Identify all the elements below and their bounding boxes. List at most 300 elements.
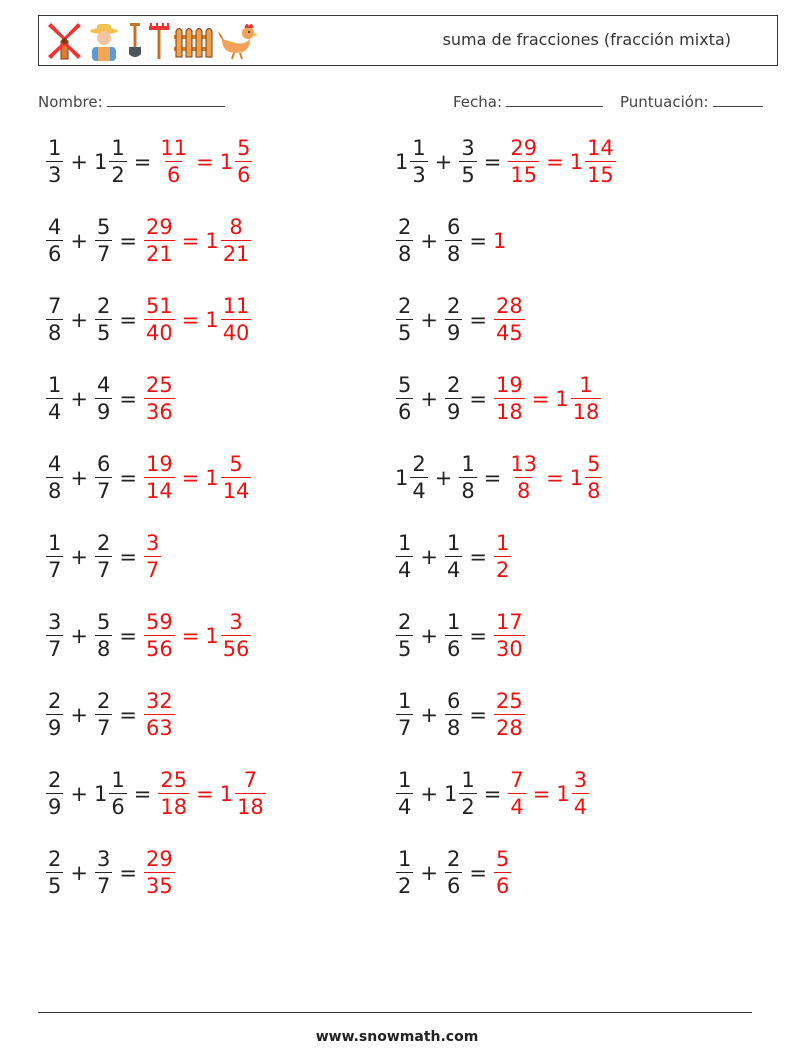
mixed-answer-numerator: 3	[573, 768, 588, 792]
mixed-answer-fraction	[221, 296, 252, 344]
addend-1-fraction	[396, 849, 413, 897]
equals-sign: =	[469, 545, 487, 569]
answer-numerator: 19	[145, 452, 173, 476]
answer-equals-sign: =	[532, 782, 551, 806]
answer	[493, 229, 507, 253]
equals-sign: =	[119, 466, 137, 490]
problem-item	[45, 685, 176, 745]
answer-numerator: 29	[510, 136, 538, 160]
score-label: Puntuación:	[620, 93, 709, 111]
addend-1-fraction	[396, 691, 413, 739]
addend-2-denominator: 2	[111, 163, 125, 187]
answer	[143, 849, 176, 897]
equals-sign: =	[119, 545, 137, 569]
addend-2-denominator: 7	[96, 479, 111, 503]
equals-sign: =	[469, 861, 487, 885]
addend-1-numerator: 2	[48, 847, 62, 871]
answer-numerator: 13	[510, 452, 538, 476]
addend-2-denominator: 7	[96, 874, 111, 898]
addend-1-fraction	[46, 138, 63, 186]
mixed-answer-fraction	[235, 138, 252, 186]
addend-2-denominator: 5	[461, 163, 475, 187]
date-field[interactable]	[453, 92, 603, 111]
addend-1-denominator: 8	[48, 479, 62, 503]
addend-1-numerator: 1	[48, 373, 62, 397]
mixed-answer-whole: 1	[205, 308, 219, 332]
addend-1-numerator: 2	[412, 452, 426, 476]
answer	[143, 375, 176, 423]
mixed-answer-whole: 1	[569, 466, 584, 490]
mixed-answer-numerator: 14	[587, 136, 614, 160]
mixed-answer-denominator: 18	[572, 400, 600, 424]
equals-sign: =	[469, 308, 487, 332]
mixed-answer-numerator: 5	[237, 136, 251, 160]
mixed-answer-whole: 1	[219, 782, 234, 806]
answer	[493, 691, 526, 739]
answer	[143, 533, 162, 581]
plus-sign: +	[70, 466, 88, 490]
answer-numerator: 59	[145, 610, 173, 634]
problem-item	[395, 527, 512, 587]
answer-denominator: 14	[145, 479, 173, 503]
addend-1-whole: 1	[395, 150, 409, 174]
equals-sign: =	[469, 229, 487, 253]
fence-icon	[173, 21, 213, 61]
score-line	[713, 92, 763, 107]
answer-denominator: 30	[495, 637, 523, 661]
addend-2-numerator: 3	[96, 847, 111, 871]
addend-2-numerator: 2	[96, 689, 111, 713]
answer-equals-sign: =	[546, 150, 564, 174]
mixed-answer-denominator: 21	[222, 242, 250, 266]
addend-1-numerator: 1	[398, 531, 412, 555]
equals-sign: =	[483, 150, 502, 174]
mixed-answer-denominator: 6	[237, 163, 251, 187]
answer	[157, 770, 266, 818]
answer-fraction	[508, 454, 539, 502]
answer-denominator: 40	[145, 321, 173, 345]
problem-item	[395, 369, 602, 429]
equals-sign: =	[483, 466, 502, 490]
addend-1-denominator: 5	[398, 637, 412, 661]
addend-1-numerator: 7	[48, 294, 62, 318]
farmer-icon	[86, 21, 122, 61]
addend-1-denominator: 4	[398, 558, 412, 582]
answer-numerator: 3	[145, 531, 160, 555]
addend-2-fraction	[445, 375, 462, 423]
plus-sign: +	[434, 150, 453, 174]
rooster-icon	[216, 21, 258, 61]
answer	[143, 454, 252, 502]
answer	[143, 612, 252, 660]
addend-1-numerator: 1	[398, 689, 412, 713]
addend-1-fraction	[396, 296, 413, 344]
answer-equals-sign: =	[546, 466, 564, 490]
answer-numerator: 51	[145, 294, 173, 318]
addend-1-fraction	[46, 296, 63, 344]
addend-2-whole: 1	[443, 782, 458, 806]
mixed-answer-fraction	[572, 770, 589, 818]
answer-fraction	[494, 296, 525, 344]
mixed-answer-fraction	[585, 454, 602, 502]
addend-1-fraction	[46, 533, 63, 581]
addend-1-numerator: 2	[398, 215, 412, 239]
windmill-icon	[45, 21, 83, 61]
equals-sign: =	[133, 150, 152, 174]
problem-item	[45, 369, 176, 429]
addend-2-denominator: 2	[461, 795, 475, 819]
answer-denominator: 4	[510, 795, 524, 819]
problem-item	[45, 843, 176, 903]
addend-1-denominator: 2	[398, 874, 412, 898]
addend-2-denominator: 9	[446, 400, 461, 424]
answer-fraction	[144, 533, 161, 581]
addend-2-fraction	[95, 296, 112, 344]
answer-fraction	[144, 691, 175, 739]
date-line	[506, 92, 603, 107]
problem-item	[395, 211, 507, 271]
addend-2-denominator: 9	[446, 321, 461, 345]
addend-1-denominator: 7	[48, 558, 62, 582]
addend-1-numerator: 2	[398, 294, 412, 318]
plus-sign: +	[70, 229, 88, 253]
answer-denominator: 6	[495, 874, 510, 898]
addend-2-numerator: 6	[96, 452, 111, 476]
plus-sign: +	[70, 861, 88, 885]
name-field[interactable]	[38, 92, 225, 111]
mixed-answer-fraction	[571, 375, 602, 423]
plus-sign: +	[420, 782, 438, 806]
answer	[143, 217, 252, 265]
mixed-answer-numerator: 1	[579, 373, 593, 397]
answer-equals-sign: =	[196, 782, 214, 806]
addend-1-denominator: 3	[48, 163, 62, 187]
answer-denominator: 6	[167, 163, 181, 187]
addend-1-denominator: 5	[48, 874, 62, 898]
answer-equals-sign: =	[181, 229, 200, 253]
equals-sign: =	[119, 387, 137, 411]
equals-sign: =	[469, 703, 487, 727]
mixed-answer-fraction	[221, 612, 252, 660]
answer-numerator: 1	[495, 531, 510, 555]
answer-denominator: 45	[495, 321, 523, 345]
addend-2-denominator: 9	[96, 400, 111, 424]
addend-2-denominator: 7	[96, 716, 111, 740]
answer-fraction	[494, 849, 511, 897]
addend-2-denominator: 6	[446, 637, 461, 661]
answer-fraction	[494, 691, 525, 739]
addend-1-fraction	[46, 691, 63, 739]
answer	[493, 612, 526, 660]
addend-2-numerator: 2	[446, 294, 461, 318]
answer-fraction	[144, 296, 175, 344]
addend-1-fraction	[396, 375, 413, 423]
addend-2-numerator: 2	[446, 847, 461, 871]
problem-item	[395, 843, 512, 903]
addend-2-numerator: 1	[461, 768, 475, 792]
addend-2-numerator: 1	[461, 452, 475, 476]
answer-numerator: 32	[145, 689, 173, 713]
addend-2-fraction	[445, 691, 462, 739]
addend-2-denominator: 5	[96, 321, 111, 345]
answer-denominator: 28	[495, 716, 523, 740]
addend-1-numerator: 1	[412, 136, 426, 160]
addend-1-denominator: 9	[48, 716, 62, 740]
equals-sign: =	[133, 782, 152, 806]
answer	[493, 849, 512, 897]
answer-fraction	[494, 375, 525, 423]
answer-whole: 1	[492, 229, 507, 253]
mixed-answer-numerator: 3	[229, 610, 243, 634]
answer	[143, 296, 252, 344]
answer	[493, 296, 526, 344]
answer-equals-sign: =	[181, 466, 200, 490]
addend-2-fraction	[95, 454, 112, 502]
addend-1-denominator: 6	[398, 400, 412, 424]
header-icons	[45, 21, 258, 61]
answer-fraction	[508, 138, 539, 186]
addend-1-denominator: 7	[398, 716, 412, 740]
addend-2-fraction	[95, 533, 112, 581]
mixed-answer-whole: 1	[569, 150, 584, 174]
mixed-answer-fraction	[235, 770, 266, 818]
addend-2-numerator: 4	[96, 373, 111, 397]
answer-numerator: 19	[495, 373, 523, 397]
addend-2-fraction	[95, 217, 112, 265]
equals-sign: =	[119, 703, 137, 727]
addend-1-denominator: 7	[48, 637, 62, 661]
addend-1-denominator: 6	[48, 242, 62, 266]
answer-denominator: 63	[145, 716, 173, 740]
equals-sign: =	[469, 624, 487, 648]
addend-2-numerator: 2	[96, 294, 111, 318]
addend-2-fraction	[445, 217, 462, 265]
answer	[493, 533, 512, 581]
plus-sign: +	[420, 229, 438, 253]
addend-2-denominator: 7	[96, 558, 111, 582]
mixed-answer-denominator: 15	[587, 163, 614, 187]
answer-numerator: 25	[145, 373, 173, 397]
addend-1-fraction	[396, 217, 413, 265]
mixed-answer-denominator: 4	[573, 795, 588, 819]
plus-sign: +	[70, 782, 88, 806]
equals-sign: =	[119, 624, 137, 648]
problem-item	[45, 448, 252, 508]
problem-item	[395, 764, 590, 824]
answer-numerator: 29	[145, 215, 173, 239]
problem-item	[45, 290, 252, 350]
addend-1-denominator: 4	[412, 479, 426, 503]
mixed-answer-denominator: 14	[222, 479, 250, 503]
addend-2-fraction	[95, 849, 112, 897]
plus-sign: +	[70, 703, 88, 727]
plus-sign: +	[420, 387, 438, 411]
addend-1-numerator: 3	[48, 610, 62, 634]
addend-2-whole: 1	[93, 150, 108, 174]
addend-1-fraction	[396, 612, 413, 660]
plus-sign: +	[70, 545, 88, 569]
addend-1-denominator: 8	[398, 242, 412, 266]
answer-equals-sign: =	[181, 308, 200, 332]
rake-icon	[148, 21, 170, 61]
mixed-answer-numerator: 7	[243, 768, 258, 792]
addend-1-numerator: 5	[398, 373, 412, 397]
addend-2-fraction	[445, 533, 462, 581]
addend-2-fraction	[459, 770, 476, 818]
equals-sign: =	[469, 387, 487, 411]
answer	[507, 138, 616, 186]
mixed-answer-fraction	[221, 217, 252, 265]
plus-sign: +	[70, 150, 88, 174]
problem-item	[395, 290, 526, 350]
addend-1-denominator: 4	[48, 400, 62, 424]
addend-1-fraction	[46, 454, 63, 502]
problem-item	[45, 211, 252, 271]
addend-2-denominator: 6	[446, 874, 461, 898]
plus-sign: +	[70, 308, 88, 332]
addend-1-denominator: 4	[398, 795, 412, 819]
mixed-answer-denominator: 8	[587, 479, 601, 503]
answer-denominator: 36	[145, 400, 173, 424]
problem-item	[45, 527, 162, 587]
addend-1-denominator: 9	[48, 795, 62, 819]
addend-2-fraction	[109, 138, 126, 186]
score-field[interactable]	[620, 92, 763, 111]
mixed-answer-numerator: 11	[222, 294, 250, 318]
addend-2-fraction	[445, 849, 462, 897]
answer	[507, 770, 590, 818]
mixed-answer-denominator: 18	[237, 795, 264, 819]
addend-2-denominator: 7	[96, 242, 111, 266]
answer	[507, 454, 603, 502]
answer-denominator: 21	[145, 242, 173, 266]
answer-fraction	[508, 770, 525, 818]
addend-2-denominator: 8	[96, 637, 111, 661]
mixed-answer-whole: 1	[205, 229, 219, 253]
answer	[493, 375, 602, 423]
addend-2-denominator: 8	[446, 716, 461, 740]
mixed-answer-whole: 1	[205, 624, 219, 648]
addend-2-fraction	[445, 612, 462, 660]
equals-sign: =	[119, 229, 137, 253]
mixed-answer-whole: 1	[556, 782, 570, 806]
plus-sign: +	[420, 545, 438, 569]
addend-2-numerator: 2	[446, 373, 461, 397]
answer-denominator: 56	[145, 637, 173, 661]
addend-1-numerator: 1	[398, 847, 412, 871]
addend-2-numerator: 5	[96, 610, 111, 634]
answer-numerator: 25	[160, 768, 188, 792]
plus-sign: +	[70, 387, 88, 411]
mixed-answer-numerator: 8	[229, 215, 243, 239]
shovel-icon	[125, 21, 145, 61]
addend-1-denominator: 8	[48, 321, 62, 345]
answer-fraction	[144, 849, 175, 897]
addend-2-denominator: 8	[446, 242, 461, 266]
equals-sign: =	[119, 861, 137, 885]
addend-1-numerator: 1	[48, 531, 62, 555]
addend-2-fraction	[95, 612, 112, 660]
mixed-answer-whole: 1	[555, 387, 569, 411]
problem-item	[45, 764, 267, 824]
answer-equals-sign: =	[531, 387, 550, 411]
plus-sign: +	[420, 624, 438, 648]
answer-denominator: 8	[517, 479, 531, 503]
addend-1-denominator: 3	[412, 163, 426, 187]
footer-divider	[38, 1012, 752, 1013]
plus-sign: +	[70, 624, 88, 648]
answer	[143, 691, 176, 739]
footer-url: www.snowmath.com	[315, 1029, 479, 1045]
addend-1-fraction	[410, 454, 427, 502]
addend-1-denominator: 5	[398, 321, 412, 345]
answer-fraction	[144, 454, 175, 502]
answer-numerator: 25	[495, 689, 523, 713]
addend-2-denominator: 6	[111, 795, 125, 819]
mixed-answer-whole: 1	[219, 150, 234, 174]
addend-1-fraction	[46, 849, 63, 897]
answer	[157, 138, 253, 186]
addend-1-numerator: 2	[48, 768, 62, 792]
name-label: Nombre:	[38, 93, 103, 111]
header-box	[38, 15, 778, 66]
answer-denominator: 35	[145, 874, 173, 898]
addend-2-numerator: 1	[446, 531, 461, 555]
addend-2-numerator: 1	[111, 768, 125, 792]
answer-fraction	[144, 217, 175, 265]
addend-1-numerator: 4	[48, 215, 62, 239]
addend-2-fraction	[95, 375, 112, 423]
addend-1-fraction	[46, 217, 63, 265]
answer-denominator: 18	[495, 400, 523, 424]
answer-denominator: 7	[145, 558, 160, 582]
mixed-answer-denominator: 56	[222, 637, 250, 661]
addend-1-fraction	[46, 612, 63, 660]
answer-fraction	[144, 375, 175, 423]
answer-numerator: 11	[160, 136, 188, 160]
plus-sign: +	[420, 861, 438, 885]
addend-2-denominator: 8	[461, 479, 475, 503]
answer-denominator: 15	[510, 163, 538, 187]
name-line	[107, 92, 225, 107]
plus-sign: +	[420, 308, 438, 332]
worksheet-title: suma de fracciones (fracción mixta)	[442, 30, 731, 49]
answer-fraction	[158, 138, 189, 186]
addend-1-numerator: 1	[48, 136, 62, 160]
mixed-answer-numerator: 5	[587, 452, 601, 476]
addend-1-numerator: 1	[398, 768, 412, 792]
addend-2-numerator: 5	[96, 215, 111, 239]
answer-fraction	[144, 612, 175, 660]
addend-2-denominator: 4	[446, 558, 461, 582]
addend-2-numerator: 2	[96, 531, 111, 555]
addend-1-fraction	[46, 375, 63, 423]
problem-item	[45, 606, 252, 666]
answer-numerator: 17	[495, 610, 523, 634]
answer-fraction	[158, 770, 189, 818]
mixed-answer-denominator: 40	[222, 321, 250, 345]
answer-numerator: 29	[145, 847, 173, 871]
addend-1-fraction	[46, 770, 63, 818]
equals-sign: =	[119, 308, 137, 332]
plus-sign: +	[434, 466, 453, 490]
date-label: Fecha:	[453, 93, 503, 111]
mixed-answer-fraction	[221, 454, 252, 502]
problem-item	[395, 132, 617, 192]
answer-numerator: 5	[495, 847, 510, 871]
addend-2-numerator: 1	[111, 136, 125, 160]
plus-sign: +	[420, 703, 438, 727]
